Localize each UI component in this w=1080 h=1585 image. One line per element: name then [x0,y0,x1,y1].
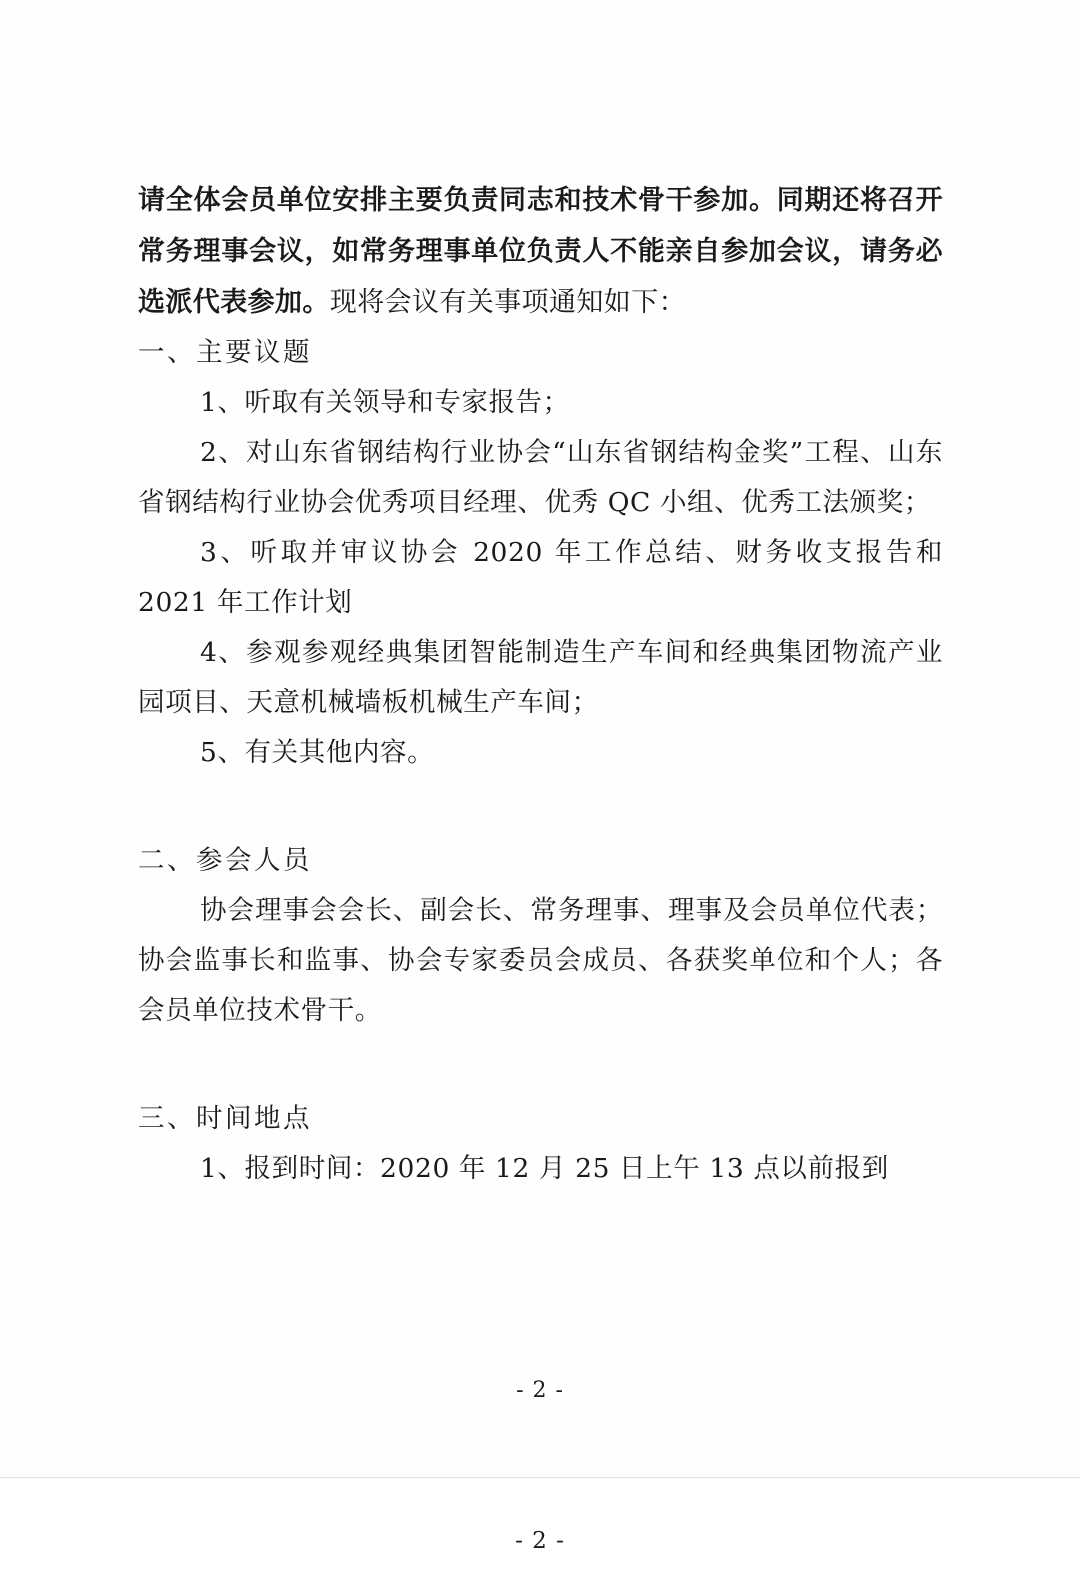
lead-paragraph [138,175,943,328]
page-number-outer: - 2 - [515,1528,565,1554]
spacer-1 [138,778,943,836]
section-1-item-3: 3、听取并审议协会 2020 年工作总结、财务收支报告和 2021 年工作计划 [138,537,943,618]
document-body [138,175,943,1194]
section-3-item-1: 1、报到时间：2020 年 12 月 25 日上午 13 点以前报到 [200,1153,889,1184]
spacer-2 [138,1036,943,1094]
lead-paragraph-rest: 现将会议有关事项通知如下： [329,287,687,318]
section-1-item-2: 2、对山东省钢结构行业协会“山东省钢结构金奖”工程、山东省钢结构行业协会优秀项目经理、优秀 QC 小组、优秀工法颁奖； [138,437,943,518]
section-1-item-4: 4、参观参观经典集团智能制造生产车间和经典集团物流产业园项目、天意机械墙板机械生产车间； [138,637,943,718]
section-heading-3: 三、时间地点 [138,1103,312,1134]
section-2-item-1: 协会理事会会长、副会长、常务理事、理事及会员单位代表；协会监事长和监事、协会专家委员会成员、各获奖单位和个人；各会员单位技术骨干。 [138,895,943,1026]
lead-paragraph-bold: 请全体会员单位安排主要负责同志和技术骨干参加。同期还将召开常务理事会议，如常务理事单位负责人不能亲自参加会议，请务必选派代表参加。 [138,185,943,318]
section-1-item-5: 5、有关其他内容。 [200,737,435,768]
section-1-item-1: 1、听取有关领导和专家报告； [200,387,570,418]
section-heading-1: 一、主要议题 [138,337,312,368]
section-heading-2: 二、参会人员 [138,845,312,876]
page-number-footer: - 2 - [516,1378,564,1403]
